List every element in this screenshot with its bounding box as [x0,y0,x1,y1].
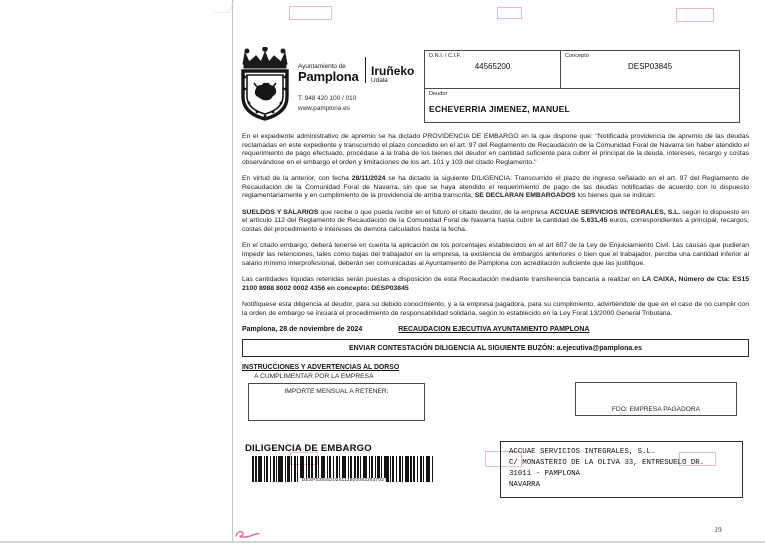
footer-row [242,443,749,513]
org-website: www.pamplona.es [298,105,350,112]
barcode [252,456,434,482]
address-line-2: C/ MONASTERIO DE LA OLIVA 33, ENTRESUELO DR. [509,459,705,467]
paragraph-sueldos: SUELDOS Y SALARIOS que recibe o que pueda recibir en el futuro el citado deudor, de la empresa ACCUAE SERVICIOS INTEGRALES, S.L. según lo dispuesto en el artículo 112 del Reglamento de Recaudación de la Comunidad Foral de Navarra hasta cubrir la cantidad de 5.631,45 euros, correspondientes a principal, recargos, costas del procedimiento e intereses de demora calculados hasta la fecha. [242,208,749,233]
amount-to-withhold-label: IMPORTE MENSUAL A RETENER: [284,387,389,395]
address-line-1: ACCUAE SERVICIOS INTEGRALES, S.L. [509,447,656,456]
diligencia-title: DILIGENCIA DE EMBARGO [245,442,372,454]
org-divider [365,57,367,83]
org-name-block [298,57,414,84]
payer-signature-box [575,382,737,416]
form-boxes-row [242,383,749,425]
concepto-label: Concepto [565,53,589,59]
header-data-table [424,50,740,123]
concepto-value: DESP03845 [627,62,673,71]
scan-registration-mark [676,8,714,22]
paragraph-notificacion: Notifíquese esta diligencia al deudor, para su debido conocimiento, y a la empresa pagadora, para su cumplimiento, advirtiéndole de que en el caso de no cumplir con la orden de embargo se iniciará el procedimiento de responsabilidad solidaria, según lo establecido en la Ley Foral 13/2000 General Tributaria. [242,301,749,317]
document-body [242,133,749,513]
date-line: Pamplona, 28 de noviembre de 2024 [242,326,363,334]
page-fold-line [232,0,233,541]
deudor-label: Deudor [429,91,448,97]
page-bottom-edge [0,541,765,543]
dni-value: 44565200 [474,62,511,71]
deudor-cell [425,89,739,122]
reply-mailbox-text: ENVIAR CONTESTACIÓN DILIGENCIA AL SIGUIENTE BUZÓN: a.ejecutiva@pamplona.es [348,344,643,352]
paragraph-providencia: En el expediente administrativo de apremio se ha dictado PROVIDENCIA DE EMBARGO en la que dispone que: "Notificada providencia de apremio de las deudas reclamadas en este expediente y transcurrido el plazo concedido en el art. 97 del Reglamento de Recaudación de la Comunidad Foral de Navarra sin haber atendido el requerimiento de pago efectuado, procédase a la traba de los bienes del deudor en cantidad suficiente para cubrir el principal de la deuda, intereses, recargo y costas observándose en el embargo el orden y limitaciones de los art. 101 y 103 del citado Reglamento." [242,133,749,166]
instructions-subtitle: A CUMPLIMENTAR POR LA EMPRESA [254,372,374,380]
reply-mailbox-box [242,339,749,357]
org-basque-small: Udala [371,77,388,84]
amount-to-withhold-box [248,383,425,421]
pen-mark-icon [234,527,260,546]
barcode-value: DESP038452024112800093263702 [301,477,385,483]
org-name-big: Pamplona [298,69,359,84]
dni-label: D.N.I. / C.I.F. [429,53,462,59]
page-number: 19 [714,525,722,534]
org-contact-block [298,94,356,114]
address-line-3: 31011 - PAMPLONA [509,470,580,479]
scan-registration-mark [289,6,332,20]
recipient-address-box [500,441,743,498]
pamplona-coat-of-arms-icon [237,47,293,123]
paragraph-porcentajes: En el citado embargo, deberá tenerse en cuenta la aplicación de los porcentajes establecidos en el art 607 de la Ley de Enjuiciamiento Civil. Las causas que pudieran impedir las retenciones, tales como bajas del trabajador en la empresa, la existencia de embargos anteriores o bien que el trabajador, perciba una cantidad inferior al salario mínimo interprofesional, deberán ser comunicadas al Ayuntamiento de Pamplona con acreditación suficiente que las justifique. [242,242,749,267]
paragraph-diligencia: En virtud de la anterior, con fecha 28/11/2024 se ha dictado la siguiente DILIGENCIA: Transcurrido el plazo de ingreso señalado en el art. 97 del Reglamento de Recaudación de la Comunidad Foral de Navarra, sin que se haya atendido el requerimiento de pago de las deudas notificadas de acuerdo con lo dispuesto reglamentariamente y en cumplimiento de la providencia de arriba transcrita, SE DECLARAN EMBARGADOS los bienes que se indican: [242,175,749,200]
instructions-title: INSTRUCCIONES Y ADVERTENCIAS AL DORSO [242,364,400,372]
date-signature-row [242,326,749,333]
org-basque-big: Iruñeko [371,64,415,78]
org-phone: T. 948 420 100 / 010 [298,95,357,102]
payer-signature-label: FDO: EMPRESA PAGADORA [611,405,701,413]
org-name-small: Ayuntamiento de [298,63,346,70]
address-line-4: NAVARRA [509,481,541,490]
scan-registration-mark [497,7,522,19]
concepto-cell [561,51,739,88]
office-line: RECAUDACION EJECUTIVA AYUNTAMIENTO PAMPLONA [398,326,590,334]
paragraph-cuenta-bancaria: Las cantidades líquidas retenidas serán puestas a disposición de esta Recaudación mediante transferencia bancaria a realizar en LA CAIXA, Número de Cta: ES15 2100 8988 8002 0002 4356 en concepto: DESP03845 [242,276,750,292]
dni-cell [425,51,561,88]
deudor-value: ECHEVERRIA JIMENEZ, MANUEL [429,104,570,114]
